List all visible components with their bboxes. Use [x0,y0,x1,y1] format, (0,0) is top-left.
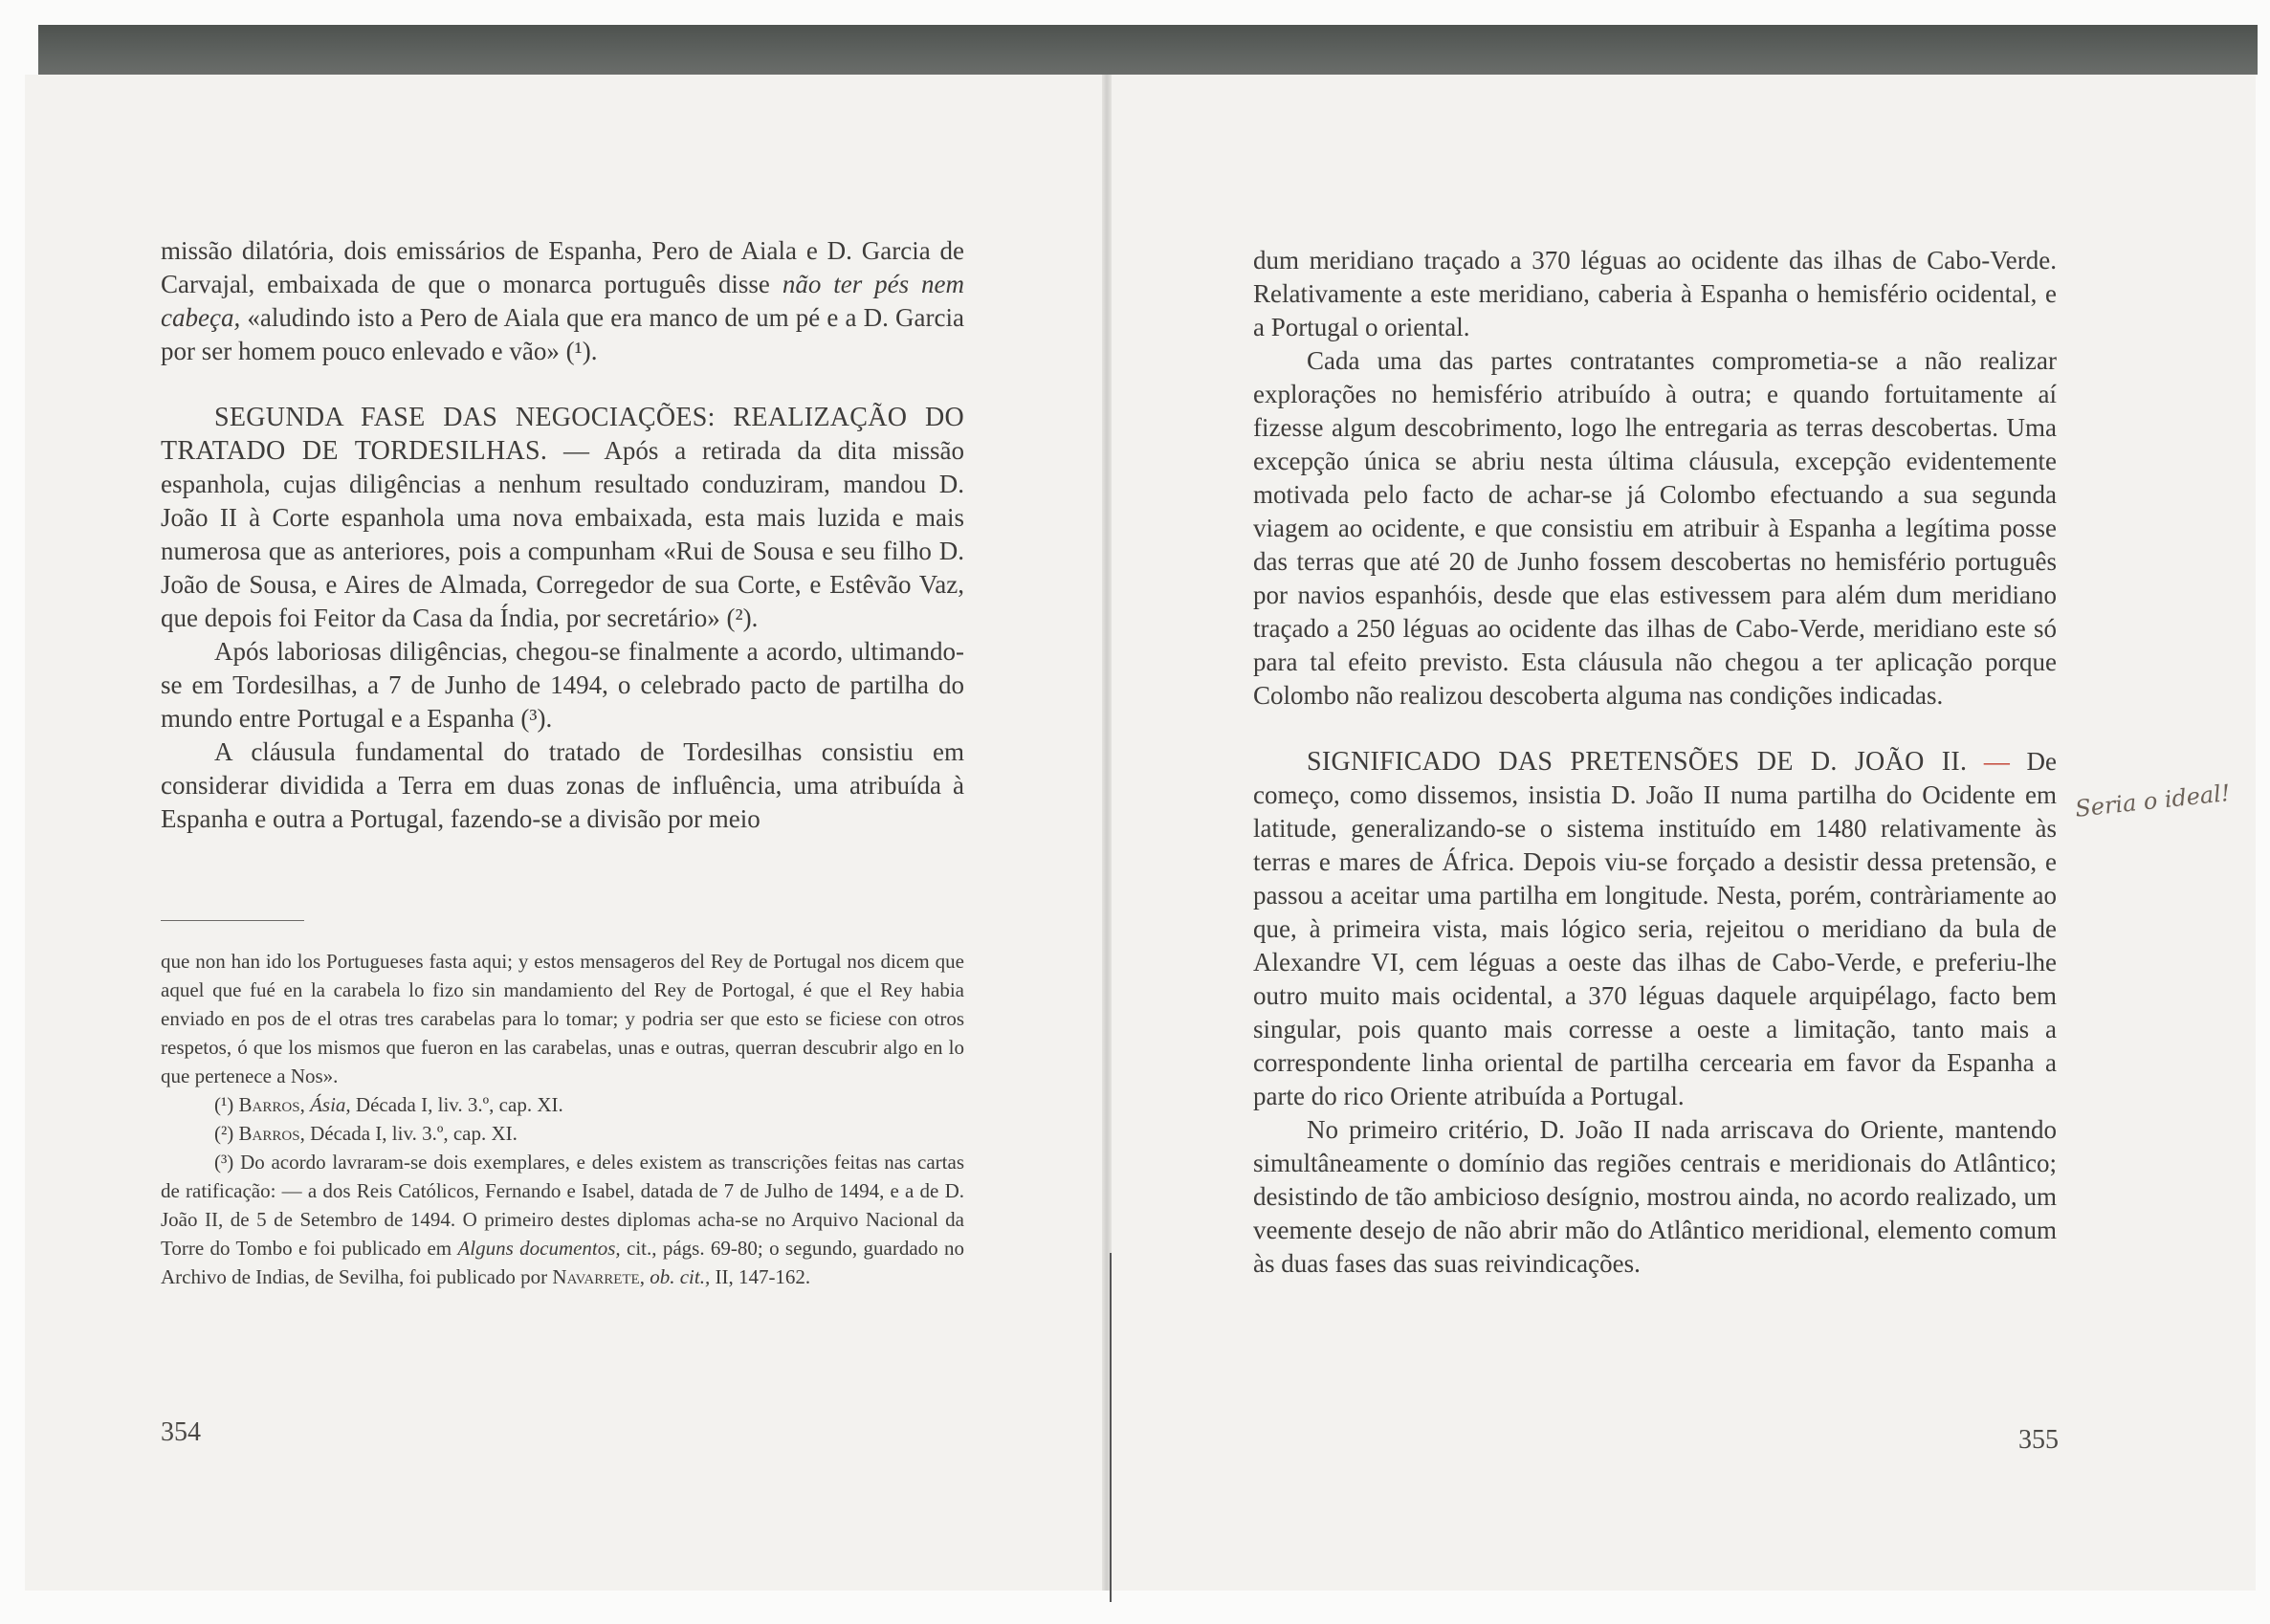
fn2-author: Barros, [238,1122,305,1145]
footnote-rule [161,920,304,921]
fn3-num: (³) [214,1151,234,1174]
left-p1-end: «aludindo isto a Pero de Aiala que era manco de um pé e a D. Garcia por ser homem pouco enlevado e vão» (¹). [161,303,964,365]
footnote-2 [161,1119,964,1148]
left-p2-text: — Após a retirada da dita missão espanhola, cujas diligências a nenhum resultado conduziram, mandou D. João II à Corte espanhola uma nova embaixada, esta mais luzida e mais numerosa que as anteriores, pois a compunham «Rui de Sousa e seu filho D. João de Sousa, e Aires de Almada, Corregedor de sua Corte, e Estêvão Vaz, que depois foi Feitor da Casa da Índia, por secretário» (²). [161,436,964,632]
fn3-author: Navarrete, [552,1265,645,1288]
right-p3-text: De começo, como dissemos, insistia D. João II numa partilha do Ocidente em latitude, generalizando-se o sistema instituído em 1480 relativamente às terras e mares de África. Depois viu-se forçado a desistir dessa pretensão, e passou a aceitar uma partilha em longitude. Nesta, porém, contràriamente ao que, à primeira vista, mais lógico seria, rejeitou o meridiano da bula de Alexandre VI, cem léguas a oeste das ilhas de Cabo-Verde, e preferiu-lhe outro muito mais ocidental, a 370 léguas daquele arquipélago, facto bem singular, pois quanto mais corresse a oeste a limitação, tanto mais a correspondente linha oriental de partilha cercearia em favor da Espanha a parte do rico Oriente atribuída a Portugal. [1253,747,2057,1110]
fn1-author: Barros, [238,1093,305,1116]
right-paragraph-4: No primeiro critério, D. João II nada arriscava do Oriente, mantendo simultâneamente o domínio das regiões centrais e meridionais do Atlântico; desistindo de tão ambicioso desígnio, mostrou ainda, no acordo realizado, um veemente desejo de não abrir mão do Atlântico meridional, elemento comum às duas fases das suas reivindicações. [1253,1115,2057,1278]
footnotes [161,947,964,1291]
left-page-body [161,234,964,836]
footnote-1 [161,1090,964,1119]
footnote-quote: que non han ido los Portugueses fasta aqui; y estos mensageros del Rey de Portugal nos dicem que aquel que fué en la carabela lo fizo sin mandamiento del Rey de Portogal, é que el Rey habia enviado en pos de el otras tres carabelas para lo tomar; y podria ser que esto se ficiese con otros respetos, ó que los mismos que fueron en las carabelas, unas e outras, querran descubrir algo en lo que pertenece a Nos». [161,950,964,1087]
left-paragraph-4: A cláusula fundamental do tratado de Tordesilhas consistiu em considerar dividida a Terra em duas zonas de influência, uma atribuída à Espanha e outra a Portugal, fazendo-se a divisão por meio [161,737,964,833]
left-paragraph-3: Após laboriosas diligências, chegou-se finalmente a acordo, ultimando-se em Tordesilhas, a 7 de Junho de 1494, o celebrado pacto de partilha do mundo entre Portugal e a Espanha (³). [161,637,964,733]
fold-line [1110,1253,1112,1602]
left-p1-text: missão dilatória, dois emissários de Espanha, Pero de Aiala e D. Garcia de Carvajal, embaixada de que o monarca português disse [161,236,964,298]
right-page-body [1253,244,2057,1281]
page-number-left: 354 [161,1417,201,1447]
fn3-b: cit., págs. 69-80; o segundo, guardado no Archivo de Indias, de Sevilha, foi publicado por [161,1237,964,1288]
fn3-title: Alguns documentos, [457,1237,621,1260]
fn3-end: II, 147-162. [710,1265,811,1288]
left-p1-italic: não ter pés nem cabeça, [161,270,965,332]
fn2-num: (²) [214,1122,234,1145]
right-paragraph-2: Cada uma das partes contratantes comprometia-se a não realizar explorações no hemisfério atribuído à outra; e quando fortuitamente aí fizesse algum descobrimento, logo lhe entregaria as terras descobertas. Uma excepção única se abriu nesta última cláusula, excepção evidentemente motivada pelo facto de achar-se já Colombo efectuando a sua segunda viagem ao ocidente, e que consistiu em atribuir à Espanha a legítima posse das terras que até 20 de Junho fossem descobertas no hemisfério português por navios espanhóis, desde que elas estivessem para além dum meridiano traçado a 250 léguas ao ocidente das ilhas de Cabo-Verde, meridiano este só para tal efeito previsto. Esta cláusula não chegou a ter aplicação porque Colombo não realizou descoberta alguma nas condições indicadas. [1253,346,2057,710]
right-section-paragraph [1253,745,2057,1113]
right-paragraph-1: dum meridiano traçado a 370 léguas ao ocidente das ilhas de Cabo-Verde. Relativamente a este meridiano, caberia à Espanha o hemisfério ocidental, e a Portugal o oriental. [1253,246,2057,341]
right-section-heading: SIGNIFICADO DAS PRETENSÕES DE D. JOÃO II. [1307,747,1968,777]
fn1-title: Ásia, [310,1093,351,1116]
fn3-a: Do acordo lavraram-se dois exemplares, e deles existem as transcrições feitas nas cartas de ratificação: — a dos Reis Católicos, Fernando e Isabel, datada de 7 de Julho de 1494, e a de D. João II, de 5 de Setembro de 1494. O primeiro destes diplomas acha-se no Arquivo Nacional da Torre do Tombo e foi publicado em [161,1151,964,1260]
fn1-num: (¹) [214,1093,234,1116]
scanner-top-band [38,25,2258,75]
handwritten-margin-note: Seria o ideal! [2074,779,2232,823]
left-section-heading: SEGUNDA FASE DAS NEGOCIAÇÕES: REALIZAÇÃO DO TRATADO DE TORDESILHAS. [161,403,964,466]
left-paragraph-1 [161,234,964,368]
left-section-paragraph [161,401,964,635]
fn2-rest: Década I, liv. 3.º, cap. XI. [310,1122,518,1145]
fn1-rest: Década I, liv. 3.º, cap. XI. [355,1093,563,1116]
fn3-cit: ob. cit., [650,1265,711,1288]
footnote-3 [161,1148,964,1291]
right-heading-dash: — [1967,747,2027,776]
page-number-right: 355 [2018,1425,2059,1455]
